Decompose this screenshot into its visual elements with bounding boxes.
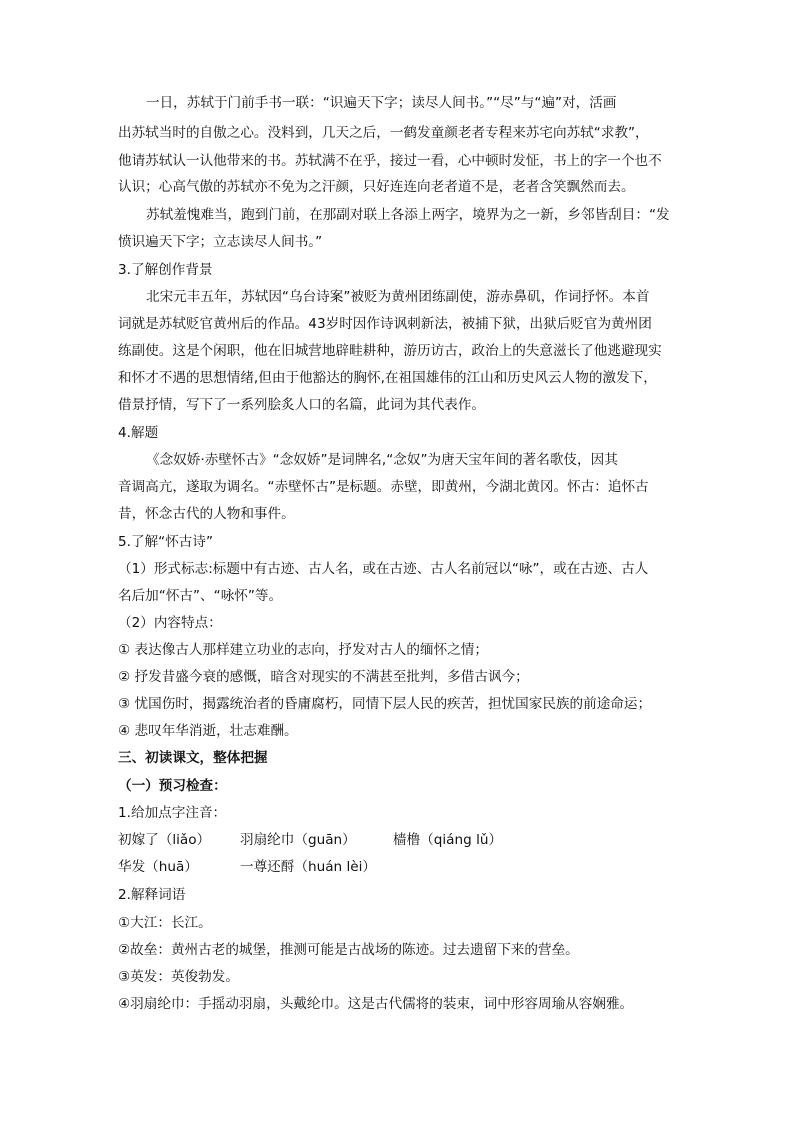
pinyin-item: 初嫁了（liǎo） xyxy=(118,832,211,848)
story-line: 他请苏轼认一认他带来的书。苏轼满不在乎，接过一看，心中顿时发怔，书上的字一个也不 xyxy=(118,153,662,169)
content-heading: （2）内容特点： xyxy=(118,615,222,631)
content-point: ③ 忧国伤时，揭露统治者的昏庸腐朽，同情下层人民的疾苦，担忧国家民族的前途命运； xyxy=(118,696,652,712)
pinyin-item: 樯橹（qiáng lǔ） xyxy=(393,832,503,848)
content-point: ② 抒发昔盛今衰的感慨，暗含对现实的不满甚至批判，多借古讽今； xyxy=(118,669,529,685)
background-line: 和怀才不遇的思想情绪,但由于他豁达的胸怀,在祖国雄伟的江山和历史风云人物的激发下， xyxy=(118,370,657,386)
section-title: 三、初读课文，整体把握 xyxy=(118,750,268,766)
content-point: ④ 悲叹年华消逝，壮志难酬。 xyxy=(118,723,298,739)
section-heading: 5.了解“怀古诗” xyxy=(118,534,214,550)
story-line: 认识；心高气傲的苏轼亦不免为之汗颜，只好连连向老者道不是，老者含笑飘然而去。 xyxy=(118,179,635,195)
background-line: 借景抒情，写下了一系列脍炙人口的名篇，此词为其代表作。 xyxy=(118,397,486,413)
vocab-item: ③英发：英俊勃发。 xyxy=(118,969,239,985)
sub-title: （一）预习检查： xyxy=(118,778,227,794)
vocab-item: ②故垒：黄州古老的城堡，推测可能是古战场的陈迹。过去遗留下来的营垒。 xyxy=(118,942,579,958)
form-line: 名后加“怀古”、“咏怀”等。 xyxy=(118,588,283,604)
vocab-item: ①大江：长江。 xyxy=(118,915,212,931)
vocab-heading: 2.解释词语 xyxy=(118,887,186,903)
story-line: 出苏轼当时的自傲之心。没料到，几天之后，一鹤发童颜老者专程来苏宅向苏轼“求教”， xyxy=(118,125,649,141)
story-line: 一日，苏轼于门前手书一联：“识遍天下字；读尽人间书。”“尽”与“遍”对，活画 xyxy=(146,95,617,111)
background-line: 练副使。这是个闲职，他在旧城营地辟畦耕种，游历访古，政治上的失意滋长了他逃避现实 xyxy=(118,343,662,359)
pinyin-heading: 1.给加点字注音： xyxy=(118,805,227,821)
explain-line: 音调高亢，遂取为调名。“赤壁怀古”是标题。赤壁，即黄州，今湖北黄冈。怀古：追怀古 xyxy=(118,479,649,495)
story-line: 苏轼羞愧难当，跑到门前，在那副对联上各添上两字，境界为之一新，乡邻皆刮目：“发 xyxy=(146,207,670,223)
pinyin-item: 羽扇纶巾（guān） xyxy=(240,832,356,848)
section-heading: 4.解题 xyxy=(118,425,159,441)
section-heading: 3.了解创作背景 xyxy=(118,262,213,278)
form-line: （1）形式标志:标题中有古迹、古人名，或在古迹、古人名前冠以“咏”，或在古迹、古人 xyxy=(118,561,649,577)
explain-line: 《念奴娇·赤壁怀古》“念奴娇”是词牌名,“念奴”为唐天宝年间的著名歌伎，因其 xyxy=(146,452,618,468)
content-point: ① 表达像古人那样建立功业的志向，抒发对古人的缅怀之情； xyxy=(118,642,488,658)
vocab-item: ④羽扇纶巾：手摇动羽扇，头戴纶巾。这是古代儒将的装束，词中形容周瑜从容娴雅。 xyxy=(118,996,634,1012)
pinyin-item: 华发（huā） xyxy=(118,859,198,875)
explain-line: 昔，怀念古代的人物和事件。 xyxy=(118,506,295,522)
story-line: 愤识遍天下字；立志读尽人间书。” xyxy=(118,234,323,250)
background-line: 北宋元丰五年，苏轼因“乌台诗案”被贬为黄州团练副使，游赤鼻矶，作词抒怀。本首 xyxy=(146,289,650,305)
background-line: 词就是苏轼贬官黄州后的作品。43岁时因作诗讽刺新法，被捕下狱，出狱后贬官为黄州团 xyxy=(118,316,652,332)
pinyin-item: 一尊还酹（huán lèi） xyxy=(240,859,376,875)
